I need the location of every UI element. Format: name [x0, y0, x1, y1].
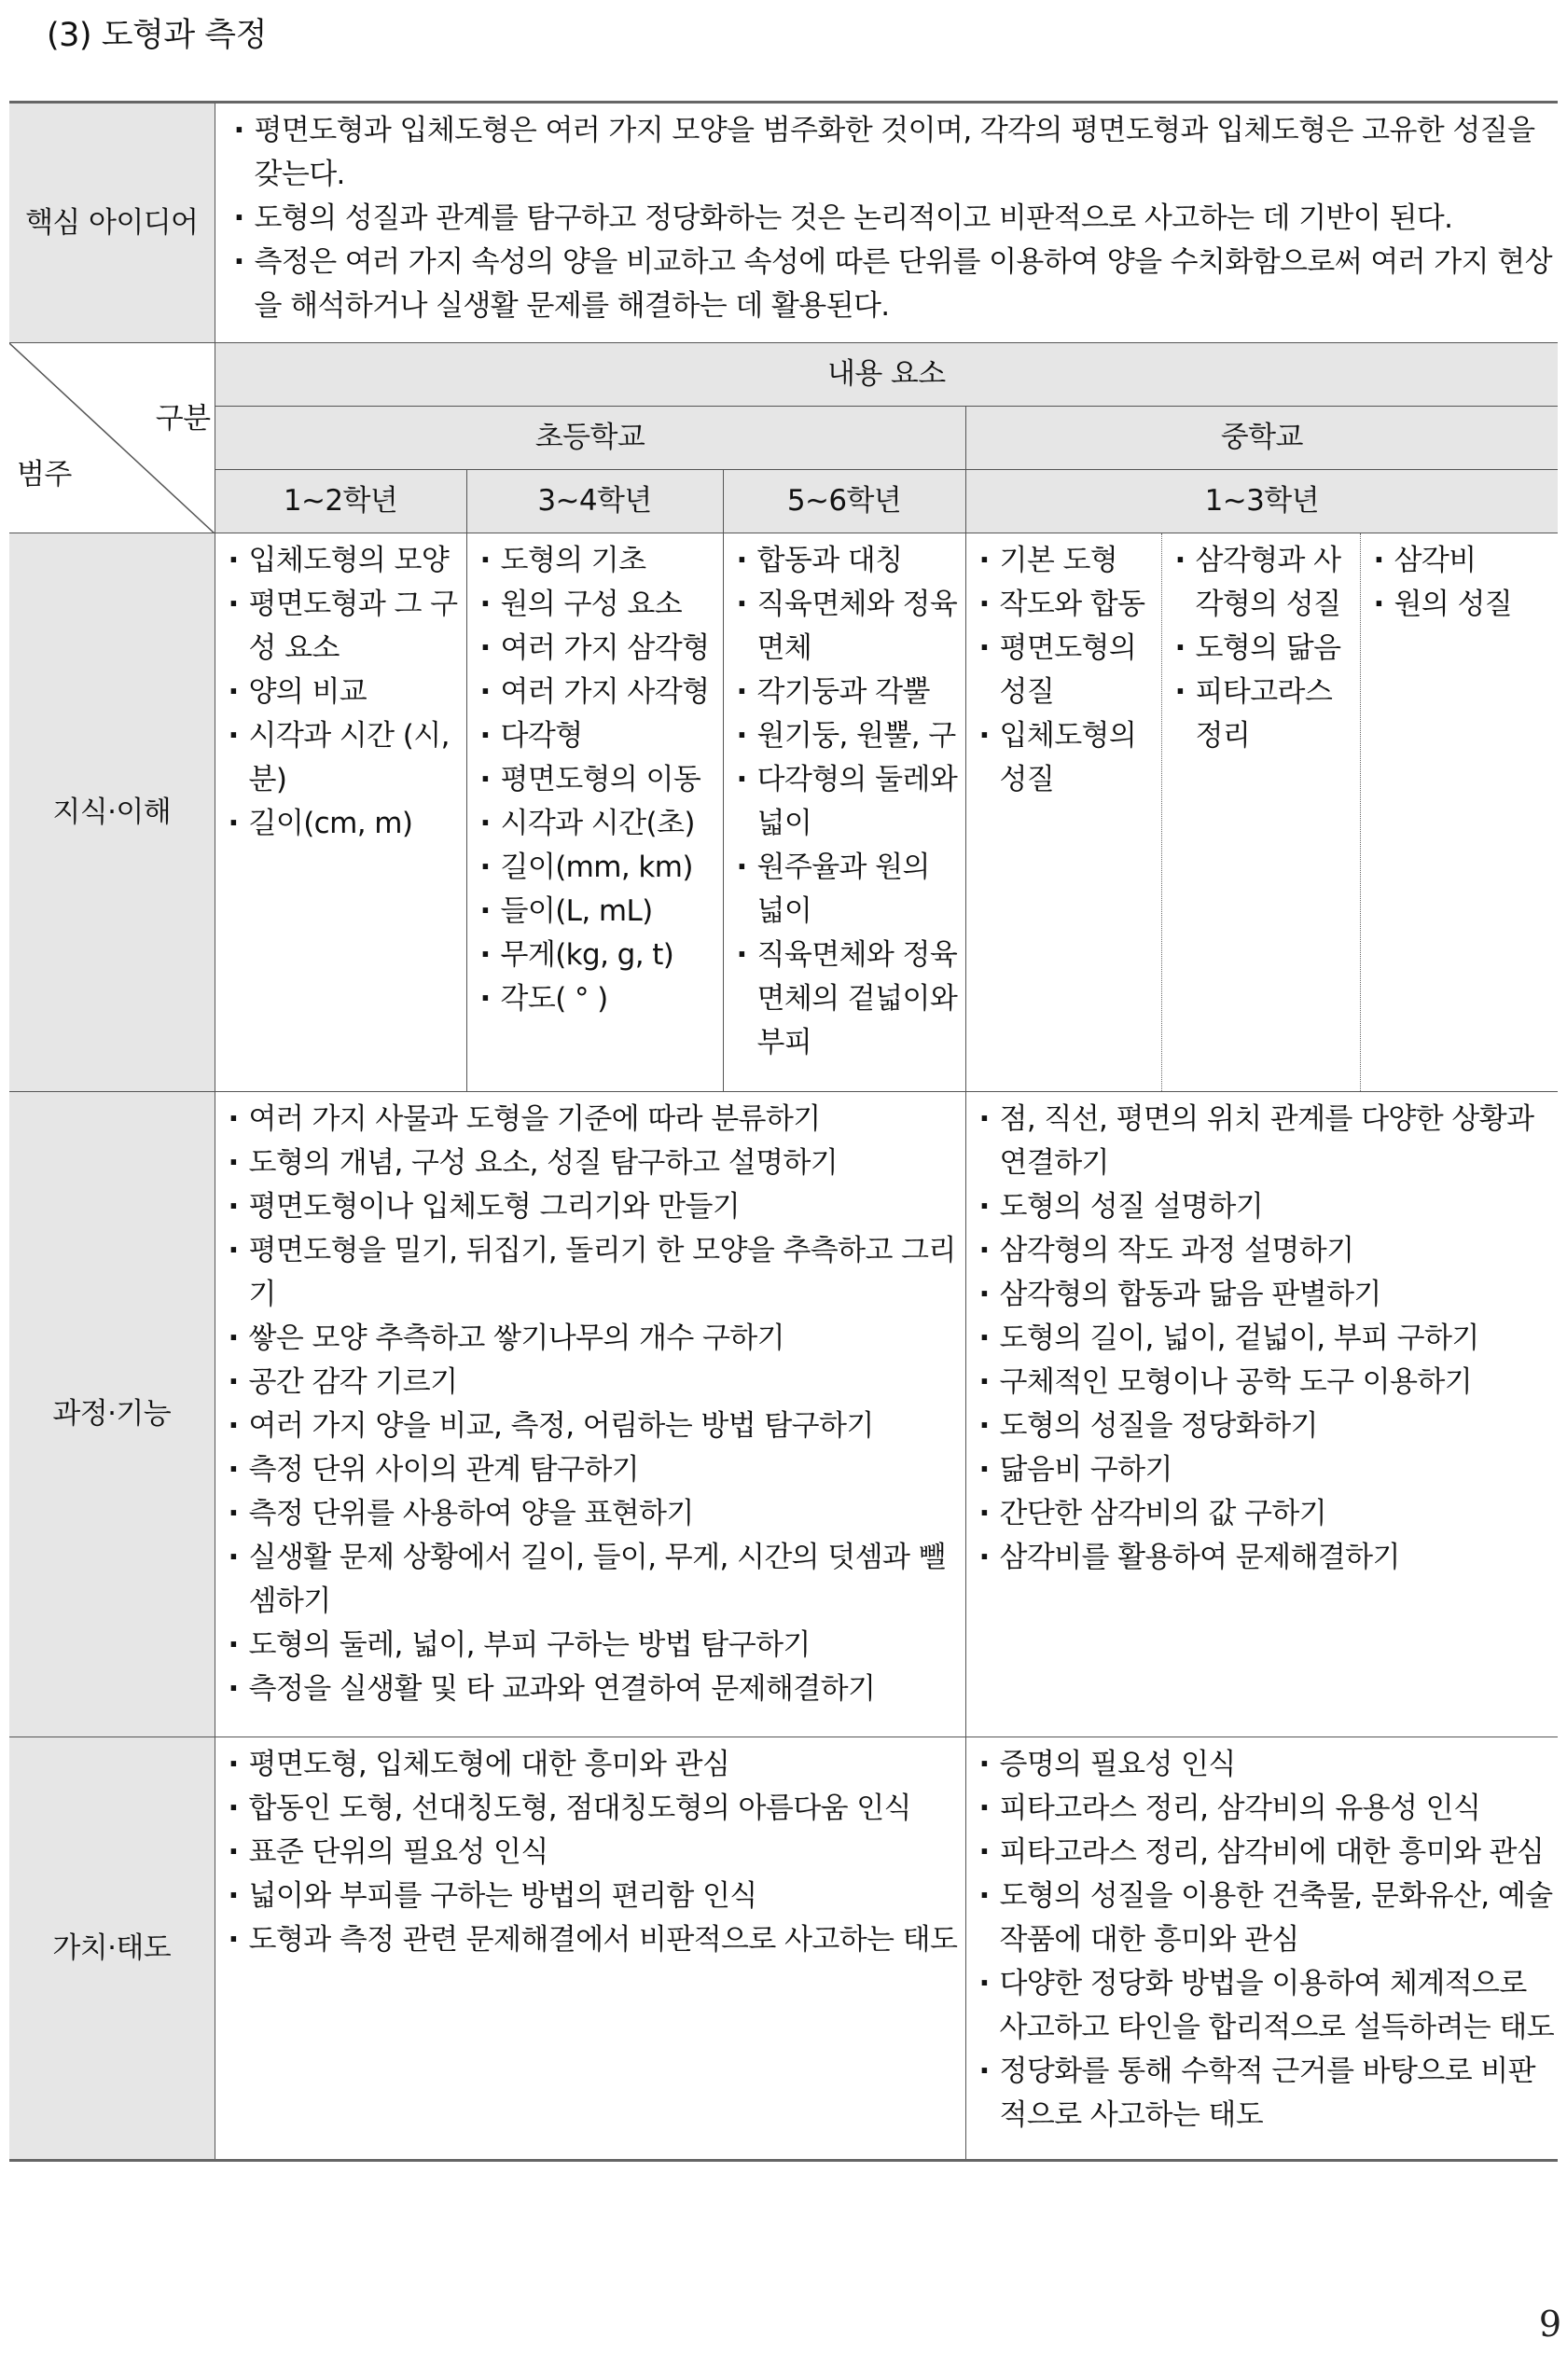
list-item: · 여러 가지 사물과 도형을 기준에 따라 분류하기 [225, 1098, 962, 1142]
list-item: · 원의 성질 [1370, 583, 1555, 627]
list-item: · 도형의 성질과 관계를 탐구하고 정당화하는 것은 논리적이고 비판적으로 사고하는 데 기반이 된다. [230, 197, 1553, 241]
list-item: · 측정을 실생활 및 타 교과와 연결하여 문제해결하기 [225, 1667, 962, 1711]
list-item: · 길이(cm, m) [225, 802, 463, 846]
diagonal-header-cell [9, 343, 215, 533]
core-ideas-label: 핵심 아이디어 [9, 103, 215, 343]
list-item: · 평면도형을 밀기, 뒤집기, 돌리기 한 모양을 추측하고 그리기 [225, 1229, 962, 1317]
values-elementary-list [225, 1743, 962, 1962]
list-item: · 닮음비 구하기 [976, 1448, 1555, 1492]
values-label: 가치·태도 [9, 1737, 215, 2161]
list-item: · 도형의 성질을 이용한 건축물, 문화유산, 예술 작품에 대한 흥미와 관심 [976, 1875, 1555, 1962]
list-item: · 다양한 정당화 방법을 이용하여 체계적으로 사고하고 타인을 합리적으로 설득하려는 태도 [976, 1962, 1555, 2050]
list-item: · 원기둥, 원뿔, 구 [733, 714, 962, 758]
process-elementary-list [225, 1098, 962, 1711]
list-item: · 삼각형의 작도 과정 설명하기 [976, 1229, 1555, 1273]
list-item: · 평면도형의 이동 [477, 758, 719, 802]
list-item: · 측정 단위를 사용하여 양을 표현하기 [225, 1492, 962, 1536]
middle-school-header: 중학교 [965, 407, 1558, 470]
list-item: · 들이(L, mL) [477, 890, 719, 934]
list-item: · 기본 도형 [976, 539, 1158, 583]
list-item: · 증명의 필요성 인식 [976, 1743, 1555, 1787]
list-item: · 삼각형과 사각형의 성질 [1172, 539, 1356, 627]
grade-3-4-header: 3~4학년 [466, 470, 723, 533]
list-item: · 여러 가지 양을 비교, 측정, 어림하는 방법 탐구하기 [225, 1404, 962, 1448]
knowledge-g56-cell [723, 533, 965, 1092]
list-item: · 다각형 [477, 714, 719, 758]
list-item: · 삼각형의 합동과 닮음 판별하기 [976, 1273, 1555, 1317]
list-item: · 입체도형의 모양 [225, 539, 463, 583]
knowledge-g34-list [477, 539, 719, 1021]
list-item: · 길이(mm, km) [477, 846, 719, 890]
list-item: · 합동과 대칭 [733, 539, 962, 583]
elementary-school-header: 초등학교 [215, 407, 965, 470]
list-item: · 작도와 합동 [976, 583, 1158, 627]
list-item: · 직육면체와 정육면체 [733, 583, 962, 671]
list-item: · 도형의 닮음 [1172, 627, 1356, 671]
list-item: · 도형과 측정 관련 문제해결에서 비판적으로 사고하는 태도 [225, 1918, 962, 1962]
knowledge-middle-a-list [976, 539, 1158, 802]
list-item: · 표준 단위의 필요성 인식 [225, 1831, 962, 1875]
list-item: · 시각과 시간(초) [477, 802, 719, 846]
core-ideas-content [215, 103, 1558, 343]
knowledge-middle-b-list [1172, 539, 1356, 758]
grade-1-2-header: 1~2학년 [215, 470, 466, 533]
values-elementary-cell [215, 1737, 965, 2161]
list-item: · 공간 감각 기르기 [225, 1361, 962, 1404]
list-item: · 피타고라스 정리 [1172, 671, 1356, 758]
list-item: · 입체도형의 성질 [976, 714, 1158, 802]
list-item: · 여러 가지 사각형 [477, 671, 719, 714]
list-item: · 삼각비를 활용하여 문제해결하기 [976, 1536, 1555, 1580]
process-middle-cell [965, 1092, 1558, 1737]
list-item: · 삼각비 [1370, 539, 1555, 583]
diagonal-label-category-type: 구분 [155, 402, 211, 436]
list-item: · 원의 구성 요소 [477, 583, 719, 627]
list-item: · 각도( ° ) [477, 977, 719, 1021]
list-item: · 측정 단위 사이의 관계 탐구하기 [225, 1448, 962, 1492]
list-item: · 측정은 여러 가지 속성의 양을 비교하고 속성에 따른 단위를 이용하여 양을 수치화함으로써 여러 가지 현상을 해석하거나 실생활 문제를 해결하는 데 활용된다. [230, 241, 1553, 328]
header-row-3 [9, 470, 1558, 533]
list-item: · 쌓은 모양 추측하고 쌓기나무의 개수 구하기 [225, 1317, 962, 1361]
curriculum-table-wrapper [9, 101, 1558, 2162]
list-item: · 평면도형이나 입체도형 그리기와 만들기 [225, 1185, 962, 1229]
list-item: · 도형의 둘레, 넓이, 부피 구하는 방법 탐구하기 [225, 1624, 962, 1667]
list-item: · 시각과 시간 (시, 분) [225, 714, 463, 802]
knowledge-g12-cell [215, 533, 466, 1092]
knowledge-g34-cell [466, 533, 723, 1092]
page-number: 9 [1538, 2304, 1561, 2345]
list-item: · 점, 직선, 평면의 위치 관계를 다양한 상황과 연결하기 [976, 1098, 1555, 1185]
list-item: · 직육면체와 정육면체의 겉넓이와 부피 [733, 934, 962, 1065]
knowledge-label: 지식·이해 [9, 533, 215, 1092]
middle-grade-1-3-header: 1~3학년 [965, 470, 1558, 533]
core-ideas-row [9, 103, 1558, 343]
list-item: · 도형의 개념, 구성 요소, 성질 탐구하고 설명하기 [225, 1142, 962, 1185]
process-row [9, 1092, 1558, 1737]
list-item: · 평면도형의 성질 [976, 627, 1158, 714]
knowledge-g12-list [225, 539, 463, 846]
list-item: · 구체적인 모형이나 공학 도구 이용하기 [976, 1361, 1555, 1404]
knowledge-g56-list [733, 539, 962, 1065]
list-item: · 피타고라스 정리, 삼각비의 유용성 인식 [976, 1787, 1555, 1831]
knowledge-row [9, 533, 1558, 1092]
list-item: · 원주율과 원의 넓이 [733, 846, 962, 934]
list-item: · 다각형의 둘레와 넓이 [733, 758, 962, 846]
knowledge-middle-c-list [1370, 539, 1555, 627]
list-item: · 평면도형, 입체도형에 대한 흥미와 관심 [225, 1743, 962, 1787]
list-item: · 실생활 문제 상황에서 길이, 들이, 무게, 시간의 덧셈과 뺄셈하기 [225, 1536, 962, 1624]
values-middle-list [976, 1743, 1555, 2138]
values-middle-cell [965, 1737, 1558, 2161]
process-elementary-cell [215, 1092, 965, 1737]
list-item: · 평면도형과 입체도형은 여러 가지 모양을 범주화한 것이며, 각각의 평면도형과 입체도형은 고유한 성질을 갖는다. [230, 109, 1553, 197]
section-title: (3) 도형과 측정 [47, 17, 267, 54]
knowledge-middle-c-cell [1360, 533, 1558, 1092]
list-item: · 무게(kg, g, t) [477, 934, 719, 977]
knowledge-middle-b-cell [1161, 533, 1360, 1092]
list-item: · 평면도형과 그 구성 요소 [225, 583, 463, 671]
knowledge-middle-a-cell [965, 533, 1161, 1092]
list-item: · 도형의 성질 설명하기 [976, 1185, 1555, 1229]
process-middle-list [976, 1098, 1555, 1580]
list-item: · 정당화를 통해 수학적 근거를 바탕으로 비판적으로 사고하는 태도 [976, 2050, 1555, 2138]
core-ideas-list [230, 109, 1553, 328]
list-item: · 간단한 삼각비의 값 구하기 [976, 1492, 1555, 1536]
curriculum-table [9, 101, 1558, 2162]
list-item: · 합동인 도형, 선대칭도형, 점대칭도형의 아름다움 인식 [225, 1787, 962, 1831]
list-item: · 양의 비교 [225, 671, 463, 714]
values-row [9, 1737, 1558, 2161]
diagonal-label-category: 범주 [17, 458, 72, 491]
header-row-2 [9, 407, 1558, 470]
list-item: · 넓이와 부피를 구하는 방법의 편리함 인식 [225, 1875, 962, 1918]
grade-5-6-header: 5~6학년 [723, 470, 965, 533]
list-item: · 여러 가지 삼각형 [477, 627, 719, 671]
list-item: · 도형의 성질을 정당화하기 [976, 1404, 1555, 1448]
header-row-1 [9, 343, 1558, 407]
list-item: · 도형의 기초 [477, 539, 719, 583]
list-item: · 피타고라스 정리, 삼각비에 대한 흥미와 관심 [976, 1831, 1555, 1875]
process-label: 과정·기능 [9, 1092, 215, 1737]
content-elements-header: 내용 요소 [215, 343, 1558, 407]
list-item: · 도형의 길이, 넓이, 겉넓이, 부피 구하기 [976, 1317, 1555, 1361]
list-item: · 각기둥과 각뿔 [733, 671, 962, 714]
